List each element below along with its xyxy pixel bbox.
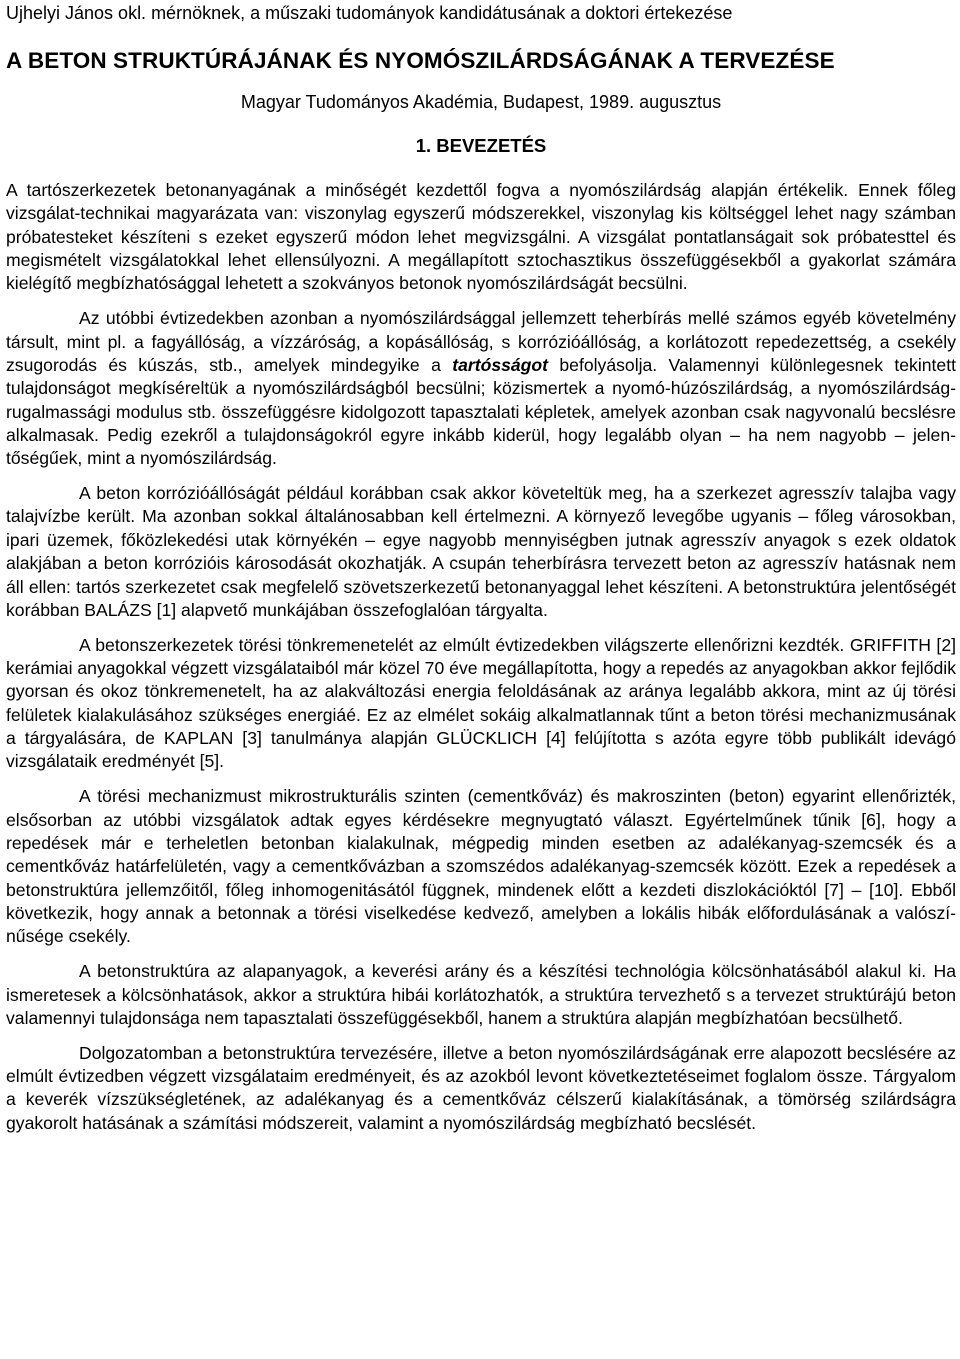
- paragraph-2-text-a: Az utóbbi évtizedekben azonban a nyomószilárdsággal jellemzett teherbírás mellé számos egyéb követelmény társult, mint pl. a fagyállóság, a vízzáróság, a kopásállóság, s korrózióállóság, a korlátozott repedezettség, a csekély zsugorodás és kúszás, stb., amelyek mindegyike a: [6, 308, 956, 375]
- document-page: [6, 0, 956, 1135]
- paragraph-1: A tartószerkezetek betonanyagának a minőségét kezdettől fogva a nyomószilárdság alapján értékelik. Ennek főleg vizsgálat-technikai magyarázata van: viszonylag egyszerű módszerekkel, viszonylag kis költséggel lehet nagy számban próbatesteket készíteni s ezeket egyszerű módon lehet megvizsgálni. A vizsgálat pontatlanságait sok próbatesttel és megismételt vizsgálatokkal lehet ellensúlyozni. A megállapított sztochasztikus összefüggésekből a gyakorlat számára kielégítő megbízhatósággal lehetett a szokványos betonok nyomószilárdságát becsülni.: [6, 180, 956, 294]
- paragraph-2: [6, 307, 956, 470]
- paragraph-3: A beton korrózióállóságát például korábban csak akkor követeltük meg, ha a szerkezet agresszív talajba vagy talajvízbe került. Ma azonban sokkal általánosabban kell értelmezni. A környező levegőbe ugyanis – főleg városokban, ipari üzemek, főközlekedési utak környékén – egye nagyobb mennyiségben jutnak agresszív anyagok s ezek oldatok alakjában a beton korrózióis károsodását okozhatják. A csupán teherbírásra tervezett beton az agresszív hatásnak nem áll ellen: tartós szerkezetet csak megfelelő szövetszerkezetű betonanyaggal lehet készíteni. A betonstruktúra jelentőségét korábban BALÁZS [1] alapvető munkájában összefoglalóan tárgyalta.: [6, 483, 956, 620]
- section-heading: 1. BEVEZETÉS: [415, 135, 547, 156]
- paragraph-6: A betonstruktúra az alapanyagok, a keverési arány és a készítési technológia kölcsönhatásából alakul ki. Ha ismeretesek a kölcsönhatások, akkor a struktúra hibái korlátozhatók, a struktúra tervezhető s a tervezet struktúrájú beton valamennyi tulajdonsága nem tapasztalati összefüggésekből, hanem a struktúra alapján megbízhatóan becsülhető.: [6, 961, 956, 1028]
- paragraph-2-emphasis: tartósságot: [452, 354, 549, 375]
- author-line: Ujhelyi János okl. mérnöknek, a műszaki tudományok kandidátusának a doktori értekezése: [6, 3, 733, 23]
- paragraph-7: Dolgozatomban a betonstruktúra tervezésére, illetve a beton nyomószilárdságának erre alapozott becslésére az elmúlt évtizedben végzett vizsgálataim eredményeit, és az azokból levont következtetéseimet foglalom össze. Tárgyalom a keverék vízszükségletének, az adalékanyag és a cementkőváz célszerű kialakításának, a tömörség szilárdságra gyakorolt hatásának a számítási módszereit, valamint a nyomószilárdság megbízható becslését.: [6, 1042, 956, 1133]
- paragraph-4: A betonszerkezetek törési tönkremenetelét az elmúlt évtizedekben világszerte ellenőrizni kezdték. GRIFFITH [2] kerámiai anyagokkal végzett vizsgálataiból már közel 70 éve megállapította, hogy a repedés az anyagokban akkor fejlődik gyorsan és okoz tönkremenetelt, ha az alakváltozási energia feloldásának az aránya legalább akkora, mint az új törési felületek kialakulásához szükséges energiáé. Ez az elmélet sokáig alkalmatlannak tűnt a beton törési mechanizmusának a tárgyalására, de KAPLAN [3] tanulmánya alapján GLÜCKLICH [4] felújította s azóta egyre több publikált idevágó vizsgálataik eredményét [5].: [6, 634, 956, 772]
- document-title: A BETON STRUKTÚRÁJÁNAK ÉS NYOMÓSZILÁRDSÁGÁNAK A TERVEZÉSE: [6, 48, 835, 73]
- paragraph-5: A törési mechanizmust mikrostrukturális szinten (cementkőváz) és makroszinten (beton) egyarint ellenőrizték, elsősorban az utóbbi vizsgálatok adtak egyes kérdésekre megnyugtató választ. Egyértelműnek tűnik [6], hogy a repedések már e terheletlen betonban kialakulnak, mégpedig minden esetben az adalékanyag-szemcsék és a cementkőváz határfelületén, vagy a cementkővázban a szomszédos adalékanyag-szemcsék között. Ezek a repedések a betonstruktúra jellemzőitől, főleg inhomogenitásától függnek, mindenek előtt a kezdeti diszlokációktól [7] – [10]. Ebből következik, hogy annak a betonnak a törési viselkedése kedvező, amelyben a lokális hibák előfordulásának a valószínűsége csekély.: [6, 786, 956, 947]
- place-date: Magyar Tudományos Akadémia, Budapest, 1989. augusztus: [240, 92, 722, 112]
- paragraph-2-text-b: befolyásolja. Valamennyi különlegesnek tekintett tulajdonságot megkíséreltük a nyomószilárdságból becsülni; közismertek a nyomó-húzószilárdság, a nyomószilárdság-rugalmassági modulus stb. összefüggésre kidolgozott tapasztalati képletek, amelyek azonban csak nagyvonalú becslésre alkalmasak. Pedig ezekről a tulajdonságokról egyre inkább kiderül, hogy legalább olyan – ha nem nagyobb – jelentőségűek, mint a nyomószilárdság.: [6, 354, 956, 469]
